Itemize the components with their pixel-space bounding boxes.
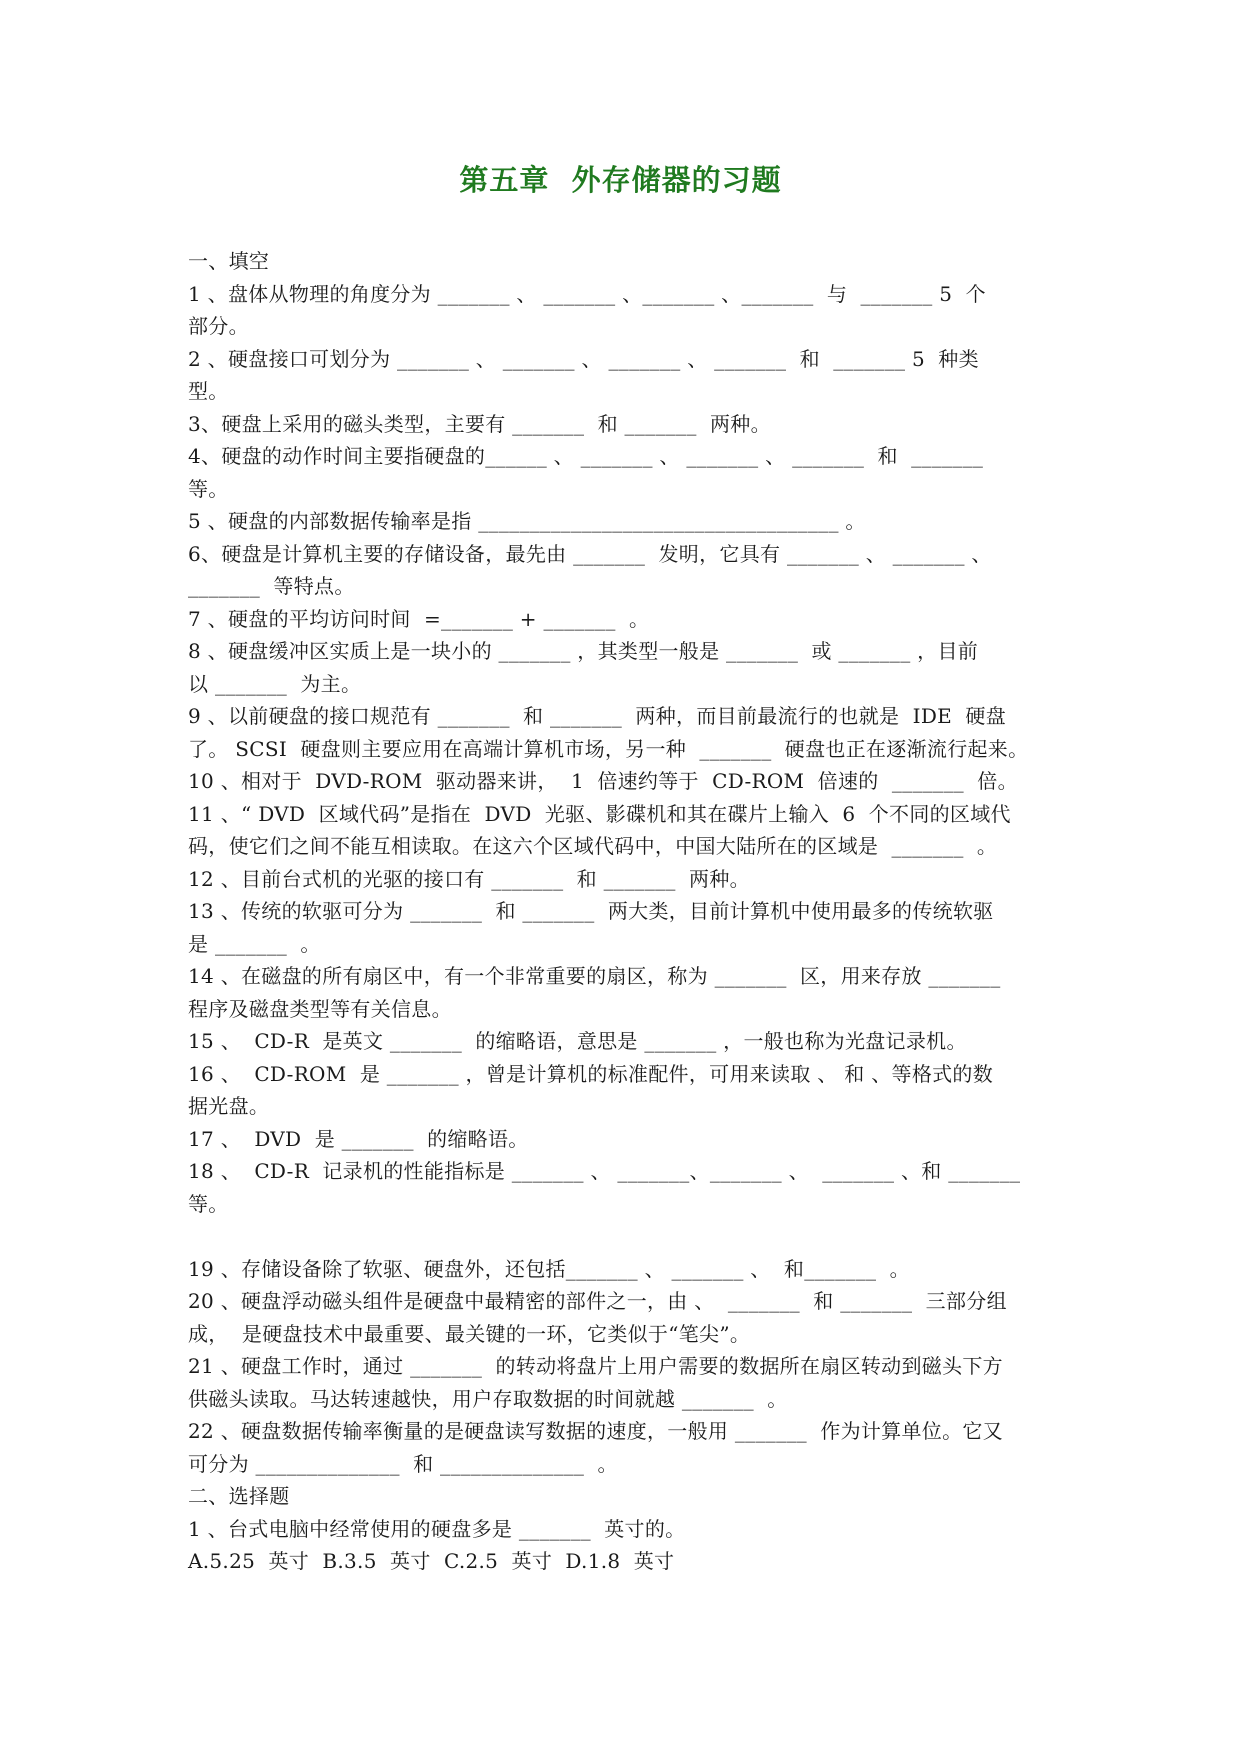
question-line: 型。 xyxy=(188,379,229,403)
question-line: 4、硬盘的动作时间主要指硬盘的______ 、 _______ 、 _______ 、 _______ 和 _______ xyxy=(188,444,984,468)
question-line: 16 、 CD-ROM 是 _______ ，曾是计算机的标准配件，可用来读取 、 和 、等格式的数 xyxy=(188,1061,994,1086)
question-line: 据光盘。 xyxy=(188,1094,270,1118)
question-line: 是 _______ 。 xyxy=(188,931,321,956)
question-line: 22 、硬盘数据传输率衡量的是硬盘读写数据的速度，一般用 _______ 作为计算单位。它又 xyxy=(188,1419,1003,1443)
question-line: 以 _______ 为主。 xyxy=(188,671,362,696)
question-line: 11 、“ DVD 区域代码”是指在 DVD 光驱、影碟机和其在碟片上输入 6 个不同的区域代 xyxy=(188,801,1011,826)
question-line: 部分。 xyxy=(188,314,249,338)
question-line: 20 、硬盘浮动磁头组件是硬盘中最精密的部件之一，由 、 _______ 和 _______ 三部分组 xyxy=(188,1289,1007,1313)
exercise-body xyxy=(188,245,1068,1578)
answer-options: A.5.25 英寸 B.3.5 英寸 C.2.5 英寸 D.1.8 英寸 xyxy=(188,1549,675,1573)
question-line: 6、硬盘是计算机主要的存储设备，最先由 _______ 发明，它具有 _______ 、 _______ 、 xyxy=(188,541,992,566)
question-line: 等。 xyxy=(188,1191,229,1216)
question-line: 18 、 CD-R 记录机的性能指标是 _______ 、 _______、_______ 、 _______ 、和 _______ xyxy=(188,1159,1021,1183)
question-line: 5 、硬盘的内部数据传输率是指 ___________________________________ 。 xyxy=(188,509,866,533)
question-line: 7 、硬盘的平均访问时间 =_______ + _______ 。 xyxy=(188,606,650,631)
question-line: 14 、在磁盘的所有扇区中，有一个非常重要的扇区，称为 _______ 区，用来存放 _______ xyxy=(188,964,1001,988)
question-line: 8 、硬盘缓冲区实质上是一块小的 _______ ，其类型一般是 _______ 或 _______ ，目前 xyxy=(188,639,979,663)
page-title: 第五章 外存储器的习题 xyxy=(459,163,782,197)
question-line: 12 、目前台式机的光驱的接口有 _______ 和 _______ 两种。 xyxy=(188,866,750,891)
question-line: 1 、台式电脑中经常使用的硬盘多是 _______ 英寸的。 xyxy=(188,1516,686,1541)
section-heading-choice: 二、选择题 xyxy=(188,1484,290,1508)
question-line: 可分为 ______________ 和 ______________ 。 xyxy=(188,1451,618,1476)
question-line: 2 、硬盘接口可划分为 _______ 、 _______ 、 _______ 、 _______ 和 _______ 5 种类 xyxy=(188,346,979,371)
question-line: 3、硬盘上采用的磁头类型，主要有 _______ 和 _______ 两种。 xyxy=(188,411,771,436)
question-line: _______ 等特点。 xyxy=(188,574,355,598)
question-line: 码，使它们之间不能互相读取。在这六个区域代码中，中国大陆所在的区域是 _______ 。 xyxy=(188,834,998,858)
question-line: 供磁头读取。马达转速越快，用户存取数据的时间就越 _______ 。 xyxy=(188,1386,788,1411)
question-line: 21 、硬盘工作时，通过 _______ 的转动将盘片上用户需要的数据所在扇区转动到磁头下方 xyxy=(188,1354,1003,1378)
question-line: 13 、传统的软驱可分为 _______ 和 _______ 两大类，目前计算机中使用最多的传统软驱 xyxy=(188,899,994,923)
section-heading-fill-in: 一、填空 xyxy=(188,249,270,273)
question-line: 程序及磁盘类型等有关信息。 xyxy=(188,996,452,1021)
question-line: 17 、 DVD 是 _______ 的缩略语。 xyxy=(188,1126,529,1151)
question-line: 15 、 CD-R 是英文 _______ 的缩略语，意思是 _______ ，一般也称为光盘记录机。 xyxy=(188,1029,967,1053)
blank-spacer xyxy=(188,1220,1068,1253)
question-line: 19 、存储设备除了软驱、硬盘外，还包括_______ 、 _______ 、 和_______ 。 xyxy=(188,1256,910,1281)
question-line: 了。 SCSI 硬盘则主要应用在高端计算机市场，另一种 _______ 硬盘也正在逐渐流行起来。 xyxy=(188,736,1029,761)
question-line: 等。 xyxy=(188,476,229,501)
question-line: 成， 是硬盘技术中最重要、最关键的一环，它类似于“笔尖”。 xyxy=(188,1321,751,1346)
question-line: 1 、盘体从物理的角度分为 _______ 、 _______ 、_______ 、_______ 与 _______ 5 个 xyxy=(188,281,986,306)
question-line: 10 、相对于 DVD-ROM 驱动器来讲， 1 倍速约等于 CD-ROM 倍速的 _______ 倍。 xyxy=(188,769,1018,793)
question-line: 9 、以前硬盘的接口规范有 _______ 和 _______ 两种，而目前最流行的也就是 IDE 硬盘 xyxy=(188,704,1006,728)
